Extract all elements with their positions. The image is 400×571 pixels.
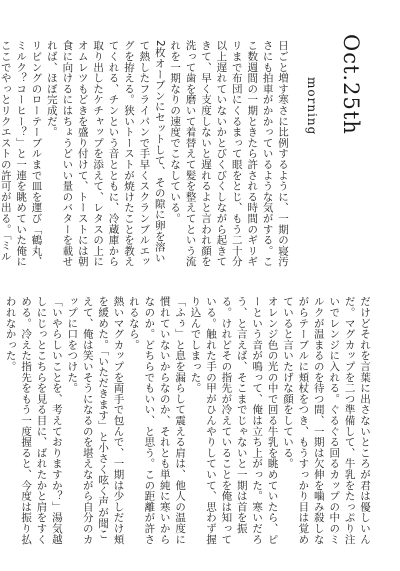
body-text-top [0,40,290,268]
entry-subtitle: morning [305,77,319,136]
paragraph: オレンジ色の光の中で回る牛乳を眺めていたら、ピーという音が鳴って、俺は立ち上がった。寒いだろう、と言えば、そこまでじゃないと一期は首を振る。けれどその指先が冷えていることを俺は知っている。触れた手の甲がひんやりしていて、思わず握り込んでしまった。 [189,296,279,545]
entry-date: Oct.25th [339,34,363,135]
paragraph: 日ごと増す寒さに比例するように、一期の寝汚さにも拍車がかかっているような気がする。ここ数週間の一期ときたら許される時間のギリギリまで布団にくるまって眼をとじ、もう二十分以上遅れていないかとびくびくしながら起きてきて、早く支度しないと遅れるよと言われ顔を洗って歯を磨いて着替えて髪を整えてという流れを一期なりの速度でこなしている。 [169,40,289,267]
paragraph: 熱いマグカップを両手で包んで、一期は少しだけ頬を緩めた。「いただきます」と小さく呟く声が聞こえて、俺は笑いそうになるのを堪えながら自分のカップに口をつけた。 [66,296,125,545]
paragraph: 「いやらしいことを、考えておりますか？」湯気越しにじっとこちらを見る目に、ばれたかと肩をすくめる。冷えた指先をもう一度握ると、今度は振り払われなかった。 [4,296,63,545]
paragraph: 2枚オーブンにセットして、その隙に卵を溶いて熱したフライパンで手早くスクランブルエッグを拵える。狭いトーストが焼けたことを教えてくれる、チンという音とともに、冷蔵庫から取り出したケチャップを添えて、レタスの上にオムレツもどきを盛り付けて、トーストには朝食に向けるにはちょうどいい量のバターを載せれば、ほぼ完成だ。 [45,40,166,267]
paragraph: リビングのローテーブルまで皿を運び「鶴丸、ミルク？コーヒー？」と一連を眺めていた俺にここでやっとリクエストの許可が出る。「ミル [0,40,43,267]
paragraph: だけどそれを言葉に出さないところが君は優しいんだ。マグカップを二つ準備して、牛乳をたっぷり注いでレンジに入れる。ぐるぐる回るカップの中のミルクが温まるのを待つ間、一期は欠伸を噛み殺しながらテーブルに頬杖をつき、もうすっかり目は覚めていると言いたげな顔をしている。 [281,296,371,545]
paragraph: 「ふぅ」と息を漏らして震える肩は、他人の温度に慣れていないからなのか、それとも単純に寒いからなのか。どちらでもいい、と思う。この距離が許されるなら。 [127,296,187,545]
body-text-bottom [4,296,372,546]
